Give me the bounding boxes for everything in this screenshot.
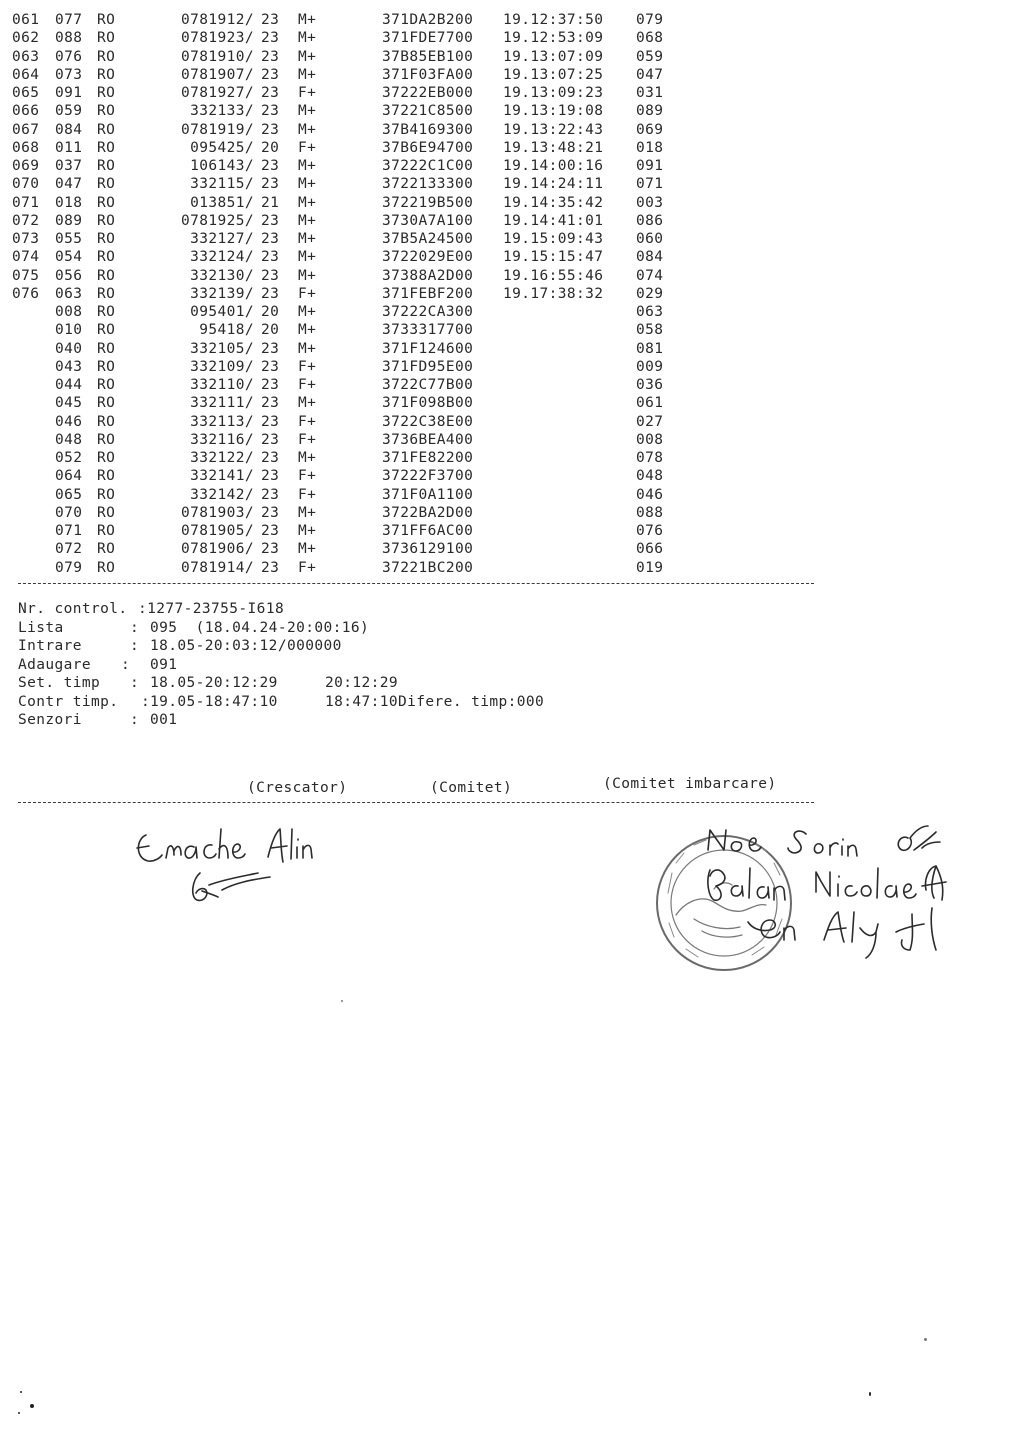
info-label: Contr timp. bbox=[18, 693, 119, 710]
country-cell: RO bbox=[97, 48, 116, 65]
chip-id-cell: 371F0A1100 bbox=[382, 486, 474, 503]
scan-speck bbox=[30, 1404, 34, 1408]
ring-cell: 055 bbox=[55, 231, 83, 247]
ring-number-cell: 0781925/ bbox=[180, 212, 254, 229]
sequence-cell: 070 bbox=[12, 176, 40, 193]
arrival-time-cell: 19.15:09:43 bbox=[503, 231, 604, 247]
chip-id-cell: 371FDE7700 bbox=[382, 30, 474, 47]
position-cell: 061 bbox=[636, 395, 664, 412]
ring-cell: 056 bbox=[55, 267, 83, 284]
sex-cell: M+ bbox=[298, 249, 317, 266]
chip-id-cell: 37221BC200 bbox=[382, 559, 474, 576]
country-cell: RO bbox=[97, 121, 116, 138]
chip-id-cell: 371F124600 bbox=[382, 340, 474, 357]
chip-id-cell: 3722BA2D00 bbox=[382, 504, 474, 521]
position-cell: 071 bbox=[636, 176, 664, 193]
position-cell: 029 bbox=[636, 285, 664, 302]
ring-cell: 091 bbox=[55, 85, 83, 101]
position-cell: 027 bbox=[636, 413, 664, 430]
info-control bbox=[18, 601, 285, 620]
chip-id-cell: 37222C1C00 bbox=[382, 158, 474, 174]
ring-number-cell: 332109/ bbox=[190, 358, 254, 375]
sex-cell: M+ bbox=[298, 12, 317, 28]
sequence-cell: 065 bbox=[12, 85, 40, 101]
chip-id-cell: 3722C77B00 bbox=[382, 377, 474, 393]
chip-id-cell: 371FE82200 bbox=[382, 450, 474, 466]
info-label: Intrare bbox=[18, 638, 82, 654]
position-cell: 078 bbox=[636, 450, 664, 466]
arrival-time-cell: 19.16:55:46 bbox=[503, 267, 604, 284]
sex-cell: M+ bbox=[298, 340, 317, 357]
sex-cell: M+ bbox=[298, 212, 317, 229]
chip-id-cell: 371F098B00 bbox=[382, 395, 474, 412]
year-cell: 23 bbox=[261, 541, 280, 558]
sex-cell: M+ bbox=[298, 231, 317, 247]
chip-id-cell: 37B4169300 bbox=[382, 121, 474, 138]
arrival-time-cell: 19.13:07:25 bbox=[503, 66, 604, 83]
chip-id-cell: 37222CA300 bbox=[382, 304, 474, 320]
info-label: Nr. control. bbox=[18, 601, 128, 617]
ring-cell: 037 bbox=[55, 158, 83, 174]
sequence-cell: 072 bbox=[12, 212, 40, 229]
position-cell: 086 bbox=[636, 212, 664, 229]
chip-id-cell: 3736129100 bbox=[382, 541, 474, 558]
info-contr-timp: Contr timp. : 19.05-18:47:10 18:47:10Difere. timp:000 bbox=[18, 693, 545, 710]
chip-id-cell: 371FEBF200 bbox=[382, 285, 474, 302]
position-cell: 089 bbox=[636, 103, 664, 120]
ring-cell: 071 bbox=[55, 523, 83, 539]
sequence-cell: 062 bbox=[12, 30, 40, 47]
ring-number-cell: 332105/ bbox=[190, 340, 254, 357]
sex-cell: M+ bbox=[298, 176, 317, 193]
ring-number-cell: 013851/ bbox=[190, 194, 254, 211]
ring-cell: 040 bbox=[55, 340, 83, 357]
info-value: 001 bbox=[150, 712, 178, 728]
info-extra: 18:47:10Difere. timp:000 bbox=[325, 693, 545, 710]
year-cell: 23 bbox=[261, 249, 280, 266]
position-cell: 048 bbox=[636, 468, 664, 485]
sex-cell: M+ bbox=[298, 523, 317, 539]
ring-number-cell: 332124/ bbox=[190, 249, 254, 266]
country-cell: RO bbox=[97, 541, 116, 558]
sequence-cell: 061 bbox=[12, 12, 40, 28]
year-cell: 23 bbox=[261, 121, 280, 138]
sex-cell: F+ bbox=[298, 85, 317, 101]
year-cell: 23 bbox=[261, 431, 280, 448]
sex-cell: F+ bbox=[298, 468, 317, 485]
table-end-divider bbox=[18, 583, 814, 584]
info-senzori: Senzori : 001 bbox=[18, 712, 178, 728]
chip-id-cell: 371FF6AC00 bbox=[382, 523, 474, 539]
sex-cell: M+ bbox=[298, 322, 317, 339]
country-cell: RO bbox=[97, 85, 116, 101]
chip-id-cell: 372219B500 bbox=[382, 194, 474, 211]
sequence-cell: 074 bbox=[12, 249, 40, 266]
info-value: 18.05-20:12:29 bbox=[150, 675, 278, 691]
ring-cell: 077 bbox=[55, 12, 83, 28]
ring-number-cell: 106143/ bbox=[190, 158, 254, 174]
country-cell: RO bbox=[97, 559, 116, 576]
arrival-time-cell: 19.13:22:43 bbox=[503, 121, 604, 138]
country-cell: RO bbox=[97, 139, 116, 156]
country-cell: RO bbox=[97, 285, 116, 302]
chip-id-cell: 37388A2D00 bbox=[382, 267, 474, 284]
info-value: 18.05-20:03:12/000000 bbox=[150, 638, 342, 654]
position-cell: 060 bbox=[636, 231, 664, 247]
sex-cell: F+ bbox=[298, 285, 317, 302]
sex-cell: M+ bbox=[298, 66, 317, 83]
ring-number-cell: 332115/ bbox=[190, 176, 254, 193]
ring-number-cell: 0781927/ bbox=[180, 85, 254, 101]
ring-number-cell: 332142/ bbox=[190, 486, 254, 503]
ring-number-cell: 0781914/ bbox=[180, 559, 254, 576]
arrival-time-cell: 19.17:38:32 bbox=[503, 285, 604, 302]
ring-number-cell: 0781903/ bbox=[180, 504, 254, 521]
position-cell: 091 bbox=[636, 158, 664, 174]
position-cell: 018 bbox=[636, 139, 664, 156]
position-cell: 084 bbox=[636, 249, 664, 266]
sex-cell: F+ bbox=[298, 431, 317, 448]
year-cell: 23 bbox=[261, 85, 280, 101]
arrival-time-cell: 19.13:48:21 bbox=[503, 139, 604, 156]
country-cell: RO bbox=[97, 486, 116, 503]
ring-number-cell: 332130/ bbox=[190, 267, 254, 284]
country-cell: RO bbox=[97, 212, 116, 229]
ring-number-cell: 332111/ bbox=[190, 395, 254, 412]
position-cell: 079 bbox=[636, 12, 664, 28]
year-cell: 23 bbox=[261, 12, 280, 28]
ring-number-cell: 332141/ bbox=[190, 468, 254, 485]
country-cell: RO bbox=[97, 504, 116, 521]
year-cell: 23 bbox=[261, 340, 280, 357]
comitet-imbarcare-label: (Comitet imbarcare) bbox=[603, 776, 777, 792]
info-set-timp: Set. timp : 18.05-20:12:29 20:12:29 bbox=[18, 675, 399, 691]
country-cell: RO bbox=[97, 358, 116, 375]
chip-id-cell: 3722C38E00 bbox=[382, 413, 474, 430]
ring-number-cell: 095425/ bbox=[190, 139, 254, 156]
info-extra: 20:12:29 bbox=[325, 675, 399, 691]
country-cell: RO bbox=[97, 304, 116, 320]
country-cell: RO bbox=[97, 450, 116, 466]
sex-cell: M+ bbox=[298, 304, 317, 320]
year-cell: 23 bbox=[261, 358, 280, 375]
ring-number-cell: 0781907/ bbox=[180, 66, 254, 83]
committee-signatures bbox=[700, 820, 960, 960]
chip-id-cell: 37221C8500 bbox=[382, 103, 474, 120]
chip-id-cell: 3722029E00 bbox=[382, 249, 474, 266]
sequence-cell: 076 bbox=[12, 285, 40, 302]
position-cell: 074 bbox=[636, 267, 664, 284]
ring-cell: 046 bbox=[55, 413, 83, 430]
ring-cell: 089 bbox=[55, 212, 83, 229]
ring-cell: 063 bbox=[55, 285, 83, 302]
year-cell: 23 bbox=[261, 377, 280, 393]
chip-id-cell: 37B5A24500 bbox=[382, 231, 474, 247]
ring-number-cell: 0781905/ bbox=[180, 523, 254, 539]
year-cell: 23 bbox=[261, 212, 280, 229]
sex-cell: M+ bbox=[298, 158, 317, 174]
ring-number-cell: 332133/ bbox=[190, 103, 254, 120]
country-cell: RO bbox=[97, 66, 116, 83]
arrival-time-cell: 19.14:24:11 bbox=[503, 176, 604, 193]
year-cell: 23 bbox=[261, 267, 280, 284]
year-cell: 23 bbox=[261, 30, 280, 47]
arrival-time-cell: 19.13:09:23 bbox=[503, 85, 604, 101]
ring-cell: 047 bbox=[55, 176, 83, 193]
info-adaugare: Adaugare : 091 bbox=[18, 656, 178, 673]
ring-cell: 011 bbox=[55, 139, 83, 156]
ring-number-cell: 0781910/ bbox=[180, 48, 254, 65]
info-label: Set. timp bbox=[18, 675, 101, 691]
info-intrare: Intrare : 18.05-20:03:12/000000 bbox=[18, 638, 342, 654]
info-value: :1277-23755-I618 bbox=[138, 601, 285, 617]
arrival-time-cell: 19.14:00:16 bbox=[503, 158, 604, 174]
ring-cell: 065 bbox=[55, 486, 83, 503]
arrival-time-cell: 19.14:35:42 bbox=[503, 194, 604, 211]
ring-number-cell: 0781906/ bbox=[180, 541, 254, 558]
sex-cell: M+ bbox=[298, 267, 317, 284]
arrival-time-cell: 19.13:07:09 bbox=[503, 48, 604, 65]
scan-speck bbox=[18, 1412, 20, 1414]
position-cell: 008 bbox=[636, 431, 664, 448]
year-cell: 23 bbox=[261, 48, 280, 65]
info-value: 095 (18.04.24-20:00:16) bbox=[150, 619, 370, 636]
position-cell: 036 bbox=[636, 377, 664, 393]
info-label: Senzori bbox=[18, 712, 82, 728]
country-cell: RO bbox=[97, 431, 116, 448]
year-cell: 23 bbox=[261, 413, 280, 430]
sex-cell: F+ bbox=[298, 486, 317, 503]
ring-number-cell: 0781919/ bbox=[180, 121, 254, 138]
country-cell: RO bbox=[97, 194, 116, 211]
chip-id-cell: 37222F3700 bbox=[382, 468, 474, 485]
sex-cell: M+ bbox=[298, 103, 317, 120]
sequence-cell: 068 bbox=[12, 139, 40, 156]
race-info-block bbox=[18, 601, 545, 731]
ring-cell: 064 bbox=[55, 468, 83, 485]
chip-id-cell: 371FD95E00 bbox=[382, 358, 474, 375]
breeder-signature bbox=[130, 825, 320, 920]
position-cell: 066 bbox=[636, 541, 664, 558]
sex-cell: M+ bbox=[298, 194, 317, 211]
year-cell: 21 bbox=[261, 194, 280, 211]
sequence-cell: 073 bbox=[12, 231, 40, 247]
year-cell: 23 bbox=[261, 176, 280, 193]
country-cell: RO bbox=[97, 322, 116, 339]
position-cell: 046 bbox=[636, 486, 664, 503]
ring-cell: 054 bbox=[55, 249, 83, 266]
ring-number-cell: 332113/ bbox=[190, 413, 254, 430]
position-cell: 003 bbox=[636, 194, 664, 211]
sequence-cell: 069 bbox=[12, 158, 40, 174]
chip-id-cell: 37B6E94700 bbox=[382, 139, 474, 156]
country-cell: RO bbox=[97, 377, 116, 393]
year-cell: 23 bbox=[261, 285, 280, 302]
chip-id-cell: 371DA2B200 bbox=[382, 12, 474, 28]
ring-cell: 072 bbox=[55, 541, 83, 558]
position-cell: 063 bbox=[636, 304, 664, 320]
year-cell: 20 bbox=[261, 322, 280, 339]
year-cell: 20 bbox=[261, 139, 280, 156]
scan-speck bbox=[20, 1391, 22, 1393]
country-cell: RO bbox=[97, 249, 116, 266]
chip-id-cell: 37B85EB100 bbox=[382, 48, 474, 65]
year-cell: 23 bbox=[261, 395, 280, 412]
sequence-cell: 067 bbox=[12, 121, 40, 138]
info-lista: Lista : 095 (18.04.24-20:00:16) bbox=[18, 619, 370, 636]
ring-cell: 052 bbox=[55, 450, 83, 466]
ring-cell: 088 bbox=[55, 30, 83, 47]
sex-cell: M+ bbox=[298, 504, 317, 521]
chip-id-cell: 37222EB000 bbox=[382, 85, 474, 101]
year-cell: 23 bbox=[261, 158, 280, 174]
year-cell: 23 bbox=[261, 231, 280, 247]
ring-cell: 045 bbox=[55, 395, 83, 412]
position-cell: 068 bbox=[636, 30, 664, 47]
sex-cell: M+ bbox=[298, 48, 317, 65]
info-value: 091 bbox=[150, 656, 178, 673]
ring-cell: 018 bbox=[55, 194, 83, 211]
sex-cell: M+ bbox=[298, 541, 317, 558]
year-cell: 23 bbox=[261, 523, 280, 539]
info-label: Adaugare bbox=[18, 656, 92, 673]
ring-number-cell: 332122/ bbox=[190, 450, 254, 466]
country-cell: RO bbox=[97, 176, 116, 193]
sequence-cell: 075 bbox=[12, 267, 40, 284]
ring-cell: 044 bbox=[55, 377, 83, 393]
ring-cell: 043 bbox=[55, 358, 83, 375]
year-cell: 20 bbox=[261, 304, 280, 320]
position-cell: 047 bbox=[636, 66, 664, 83]
country-cell: RO bbox=[97, 468, 116, 485]
sex-cell: M+ bbox=[298, 395, 317, 412]
ring-number-cell: 0781912/ bbox=[180, 12, 254, 28]
info-value: 19.05-18:47:10 bbox=[150, 693, 278, 710]
year-cell: 23 bbox=[261, 504, 280, 521]
position-cell: 076 bbox=[636, 523, 664, 539]
ring-cell: 008 bbox=[55, 304, 83, 320]
sex-cell: F+ bbox=[298, 559, 317, 576]
sex-cell: M+ bbox=[298, 121, 317, 138]
comitet-label: (Comitet) bbox=[430, 780, 513, 796]
ring-cell: 076 bbox=[55, 48, 83, 65]
info-label: Lista bbox=[18, 619, 64, 636]
arrival-time-cell: 19.15:15:47 bbox=[503, 249, 604, 266]
sequence-cell: 064 bbox=[12, 66, 40, 83]
ring-number-cell: 332116/ bbox=[190, 431, 254, 448]
scan-speck bbox=[869, 1392, 871, 1396]
ring-cell: 059 bbox=[55, 103, 83, 120]
ring-number-cell: 0781923/ bbox=[180, 30, 254, 47]
ring-cell: 010 bbox=[55, 322, 83, 339]
ring-number-cell: 95418/ bbox=[199, 322, 254, 339]
ring-number-cell: 332127/ bbox=[190, 231, 254, 247]
sex-cell: F+ bbox=[298, 377, 317, 393]
ring-cell: 070 bbox=[55, 504, 83, 521]
sequence-cell: 071 bbox=[12, 194, 40, 211]
sex-cell: M+ bbox=[298, 30, 317, 47]
year-cell: 23 bbox=[261, 66, 280, 83]
country-cell: RO bbox=[97, 103, 116, 120]
year-cell: 23 bbox=[261, 450, 280, 466]
sequence-cell: 063 bbox=[12, 48, 40, 65]
chip-id-cell: 3736BEA400 bbox=[382, 431, 474, 448]
arrival-time-cell: 19.14:41:01 bbox=[503, 212, 604, 229]
year-cell: 23 bbox=[261, 559, 280, 576]
country-cell: RO bbox=[97, 30, 116, 47]
ring-cell: 048 bbox=[55, 431, 83, 448]
chip-id-cell: 3730A7A100 bbox=[382, 212, 474, 229]
sex-cell: F+ bbox=[298, 358, 317, 375]
position-cell: 088 bbox=[636, 504, 664, 521]
country-cell: RO bbox=[97, 413, 116, 430]
position-cell: 081 bbox=[636, 340, 664, 357]
country-cell: RO bbox=[97, 523, 116, 539]
sex-cell: F+ bbox=[298, 413, 317, 430]
country-cell: RO bbox=[97, 12, 116, 28]
chip-id-cell: 3722133300 bbox=[382, 176, 474, 193]
position-cell: 069 bbox=[636, 121, 664, 138]
scan-speck bbox=[341, 1000, 343, 1002]
chip-id-cell: 3733317700 bbox=[382, 322, 474, 339]
position-cell: 019 bbox=[636, 559, 664, 576]
position-cell: 031 bbox=[636, 85, 664, 101]
sequence-cell: 066 bbox=[12, 103, 40, 120]
ring-number-cell: 332139/ bbox=[190, 285, 254, 302]
chip-id-cell: 371F03FA00 bbox=[382, 66, 474, 83]
ring-cell: 084 bbox=[55, 121, 83, 138]
year-cell: 23 bbox=[261, 468, 280, 485]
crescator-label: (Crescator) bbox=[247, 780, 348, 796]
position-cell: 059 bbox=[636, 48, 664, 65]
position-cell: 058 bbox=[636, 322, 664, 339]
arrival-time-cell: 19.12:37:50 bbox=[503, 12, 604, 28]
signature-divider bbox=[18, 802, 814, 803]
country-cell: RO bbox=[97, 395, 116, 412]
sex-cell: F+ bbox=[298, 139, 317, 156]
scan-speck bbox=[924, 1338, 927, 1341]
ring-cell: 073 bbox=[55, 66, 83, 83]
arrival-time-cell: 19.12:53:09 bbox=[503, 30, 604, 47]
country-cell: RO bbox=[97, 267, 116, 284]
country-cell: RO bbox=[97, 340, 116, 357]
position-cell: 009 bbox=[636, 358, 664, 375]
arrival-time-cell: 19.13:19:08 bbox=[503, 103, 604, 120]
year-cell: 23 bbox=[261, 103, 280, 120]
sex-cell: M+ bbox=[298, 450, 317, 466]
country-cell: RO bbox=[97, 231, 116, 247]
ring-cell: 079 bbox=[55, 559, 83, 576]
ring-number-cell: 332110/ bbox=[190, 377, 254, 393]
ring-number-cell: 095401/ bbox=[190, 304, 254, 320]
year-cell: 23 bbox=[261, 486, 280, 503]
country-cell: RO bbox=[97, 158, 116, 174]
